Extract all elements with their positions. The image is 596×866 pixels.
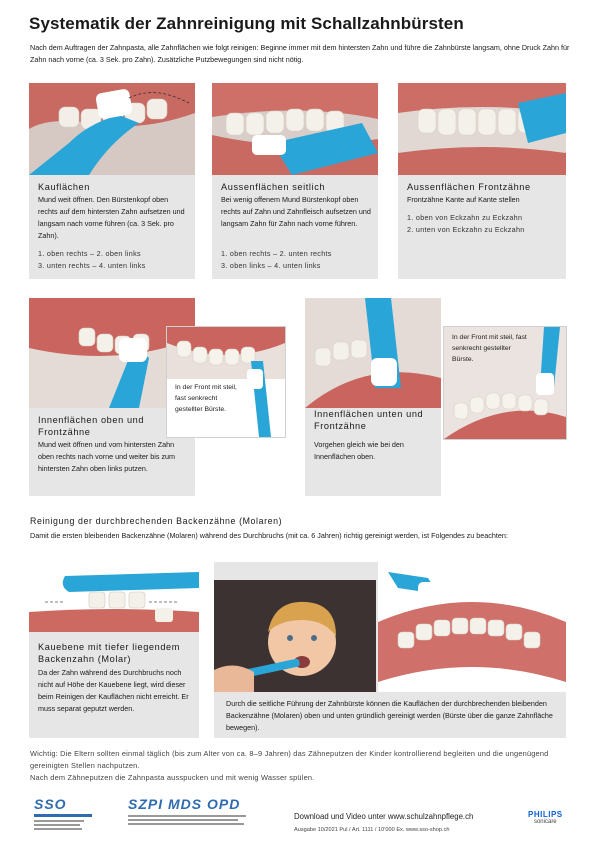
download-text: Download und Video unter www.schulzahnpflege.ch [294, 812, 474, 821]
diagram-kauebene [29, 562, 199, 632]
philips-logo-text: PHILIPS [528, 810, 563, 819]
philips-logo [528, 810, 563, 825]
kauebene-text: Da der Zahn während des Durchbruchs noch nicht auf Höhe der Kauebene liegt, wird dieser beim Reinigen der Kauflächen nicht erreicht. Er muss separat geputzt werden. [38, 668, 189, 713]
aussen-seitlich-step-2: 3. oben links – 4. unten links [221, 261, 321, 270]
innen-oben-inset-text: In der Front mit steil, fast senkrecht gestellter Bürste. [175, 384, 237, 413]
panel-kauflaechen [29, 83, 195, 279]
kauflaechen-step-2: 3. unten rechts – 4. unten links [38, 261, 146, 270]
panel-aussen-front [398, 83, 566, 279]
edition-text: Ausgabe 10/2021 Pul / Art. 1111 / 10’000 Ex. www.sso-shop.ch [294, 827, 450, 833]
aussen-front-step-1: 1. oben von Eckzahn zu Eckzahn [407, 213, 523, 222]
kauflaechen-step-1: 1. oben rechts – 2. oben links [38, 249, 141, 258]
szp-logo-text: SZPI MDS OPD [128, 796, 241, 812]
sso-logo [34, 796, 92, 830]
kauebene-title: Kauebene mit tiefer liegendem Backenzahn (Molar) [38, 642, 181, 664]
aussen-seitlich-title: Aussenflächen seitlich [221, 182, 326, 192]
molaren-title: Reinigung der durchbrechenden Backenzähne (Molaren) [30, 516, 283, 526]
inset-innen-oben [166, 326, 286, 438]
panel-aussen-seitlich [212, 83, 378, 279]
panel-kauebene [29, 562, 199, 738]
panel-innen-unten [305, 298, 441, 496]
sso-logo-text: SSO [34, 796, 67, 812]
photo-kauflaechen [29, 83, 195, 175]
innen-oben-title: Innenflächen oben und Frontzähne [38, 415, 145, 437]
photo-innen-unten [305, 298, 441, 408]
kauflaechen-text: Mund weit öffnen. Den Bürstenkopf oben rechts auf dem hintersten Zahn aufsetzen und langsam nach vorne führen (ca. 3 Sek. pro Zahn). [38, 195, 185, 240]
aussen-seitlich-text: Bei wenig offenem Mund Bürstenkopf oben rechts auf Zahn und Zahnfleisch aufsetzen und langsam Zahn für Zahn nach vorne führen. [221, 195, 371, 228]
aussen-front-text: Frontzähne Kante auf Kante stellen [407, 195, 520, 204]
sonicare-logo-text: sonicare [533, 819, 557, 825]
aussen-front-step-2: 2. unten von Eckzahn zu Eckzahn [407, 225, 525, 234]
intro-text: Nach dem Auftragen der Zahnpasta, alle Zahnflächen wie folgt reinigen: Beginne immer mit dem hintersten Zahn und führe die Zahnbürste langsam, ohne Druck Zahn für Zahn nach vorne (ca. 3 Sek. pro Zahn). Zusätzliche Putzbewegungen sind nicht nötig. [30, 43, 570, 64]
photo-aussen-seitlich [212, 83, 378, 175]
inset-innen-unten [443, 326, 567, 440]
innen-unten-inset-text: In der Front mit steil, fast senkrecht gestellter Bürste. [452, 334, 527, 363]
innen-unten-title: Innenflächen unten und Frontzähne [314, 409, 424, 431]
seitliche-fuehrung-text: Durch die seitliche Führung der Zahnbürste können die Kauflächen der durchbrechenden bleibenden Backenzähne (Molaren) oben und unten gründlich gereinigt werden (Bürste über die ganze Zahnfläche bewegen). [226, 699, 553, 732]
innen-oben-text: Mund weit öffnen und vom hintersten Zahn oben rechts nach vorne und weiter bis zum hintersten Zahn oben links putzen. [38, 440, 176, 473]
footer-note-2: Nach dem Zähneputzen die Zahnpasta ausspucken und mit wenig Wasser spülen. [30, 773, 315, 782]
panel-seitliche-fuehrung [214, 562, 566, 738]
footer-note: Wichtig: Die Eltern sollten einmal täglich (bis zum Alter von ca. 8–9 Jahren) das Zähneputzen der Kinder kontrollierend begleiten und die ungenügend gereinigten Stellen nachputzen. [30, 749, 549, 770]
kauflaechen-title: Kauflächen [38, 182, 90, 192]
aussen-front-title: Aussenflächen Frontzähne [407, 182, 531, 192]
page-title: Systematik der Zahnreinigung mit Schallzahnbürsten [29, 14, 464, 33]
innen-unten-text: Vorgehen gleich wie bei den Innenflächen oben. [314, 440, 404, 461]
aussen-seitlich-step-1: 1. oben rechts – 2. unten rechts [221, 249, 332, 258]
molaren-intro: Damit die ersten bleibenden Backenzähne (Molaren) während des Durchbruchs (mit ca. 6 Jahren) richtig gereinigt werden, ist Folgendes zu beachten: [30, 531, 508, 540]
photo-child [214, 580, 376, 692]
photo-aussen-front [398, 83, 566, 175]
szp-logo [128, 796, 246, 825]
photo-molaren-model [378, 562, 566, 692]
